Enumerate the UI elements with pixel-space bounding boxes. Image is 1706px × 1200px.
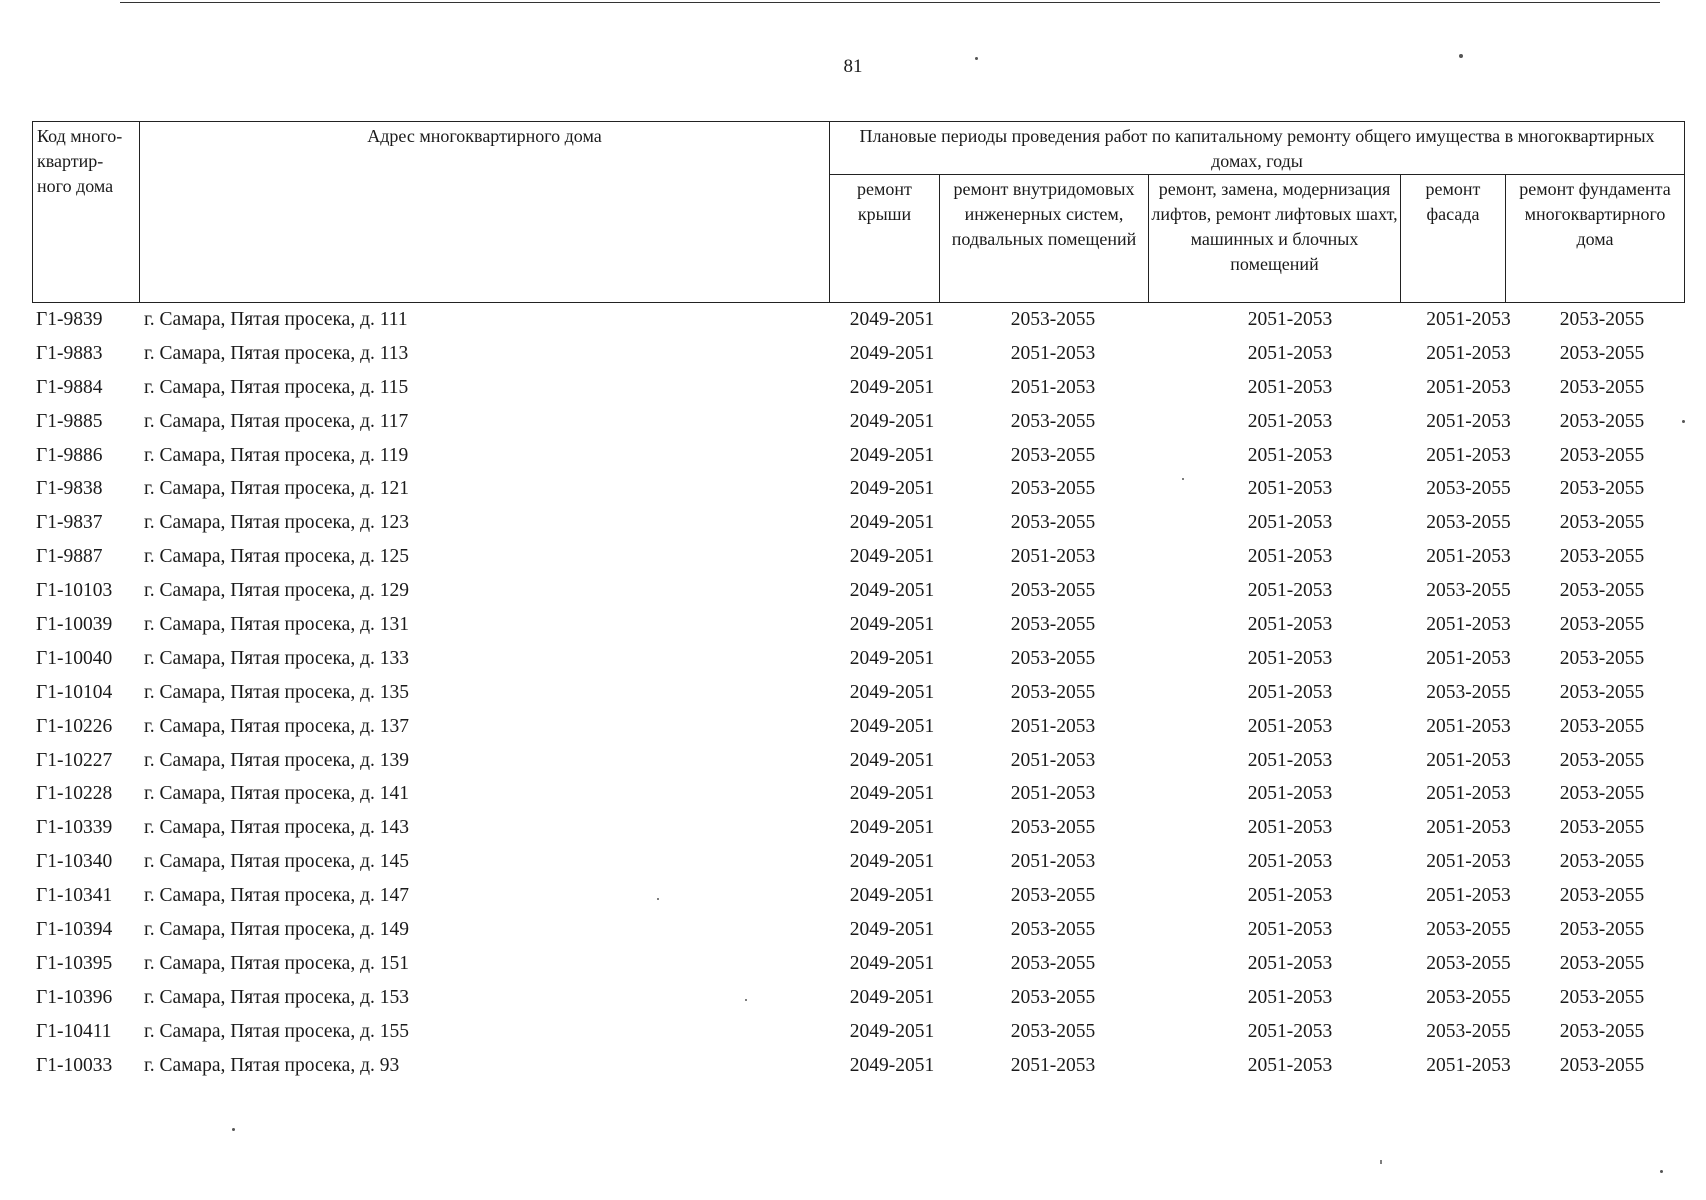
header-periods-group: Плановые периоды проведения работ по капитальному ремонту общего имущества в многоквартирных домах, годы: [830, 122, 1685, 175]
cell-systems: 2051-2053: [1010, 342, 1096, 364]
cell-code: Г1-9838: [36, 478, 103, 500]
cell-foundation: 2053-2055: [1559, 1054, 1645, 1076]
cell-systems: 2053-2055: [1010, 647, 1096, 669]
cell-systems: 2053-2055: [1010, 885, 1096, 907]
cell-address: г. Самара, Пятая просека, д. 117: [144, 410, 409, 432]
cell-roof: 2049-2051: [849, 817, 935, 839]
cell-foundation: 2053-2055: [1559, 681, 1645, 703]
cell-roof: 2049-2051: [849, 512, 935, 534]
cell-roof: 2049-2051: [849, 376, 935, 398]
cell-facade: 2051-2053: [1426, 342, 1511, 364]
cell-systems: 2051-2053: [1010, 1054, 1096, 1076]
cell-systems: 2051-2053: [1010, 546, 1096, 568]
cell-lifts: 2051-2053: [1247, 478, 1333, 500]
cell-code: Г1-10395: [36, 952, 113, 974]
cell-address: г. Самара, Пятая просека, д. 115: [144, 376, 409, 398]
cell-facade: 2053-2055: [1426, 580, 1511, 602]
table-row: [32, 1051, 1684, 1085]
cell-code: Г1-9885: [36, 410, 103, 432]
header-systems: ремонт внутридомовых инженерных систем, подвальных помещений: [940, 175, 1149, 303]
cell-address: г. Самара, Пятая просека, д. 145: [144, 851, 410, 873]
cell-systems: 2053-2055: [1010, 410, 1096, 432]
cell-foundation: 2053-2055: [1559, 851, 1645, 873]
cell-code: Г1-10341: [36, 885, 113, 907]
cell-facade: 2051-2053: [1426, 614, 1511, 636]
scan-speck: [975, 57, 978, 60]
cell-facade: 2051-2053: [1426, 1054, 1511, 1076]
cell-lifts: 2051-2053: [1247, 1054, 1333, 1076]
cell-address: г. Самара, Пятая просека, д. 133: [144, 647, 410, 669]
cell-lifts: 2051-2053: [1247, 681, 1333, 703]
cell-roof: 2049-2051: [849, 986, 935, 1008]
cell-lifts: 2051-2053: [1247, 1020, 1333, 1042]
cell-address: г. Самара, Пятая просека, д. 113: [144, 342, 409, 364]
cell-roof: 2049-2051: [849, 952, 935, 974]
cell-systems: 2051-2053: [1010, 749, 1096, 771]
cell-code: Г1-9884: [36, 376, 103, 398]
cell-address: г. Самара, Пятая просека, д. 121: [144, 478, 410, 500]
cell-foundation: 2053-2055: [1559, 952, 1645, 974]
cell-address: г. Самара, Пятая просека, д. 143: [144, 817, 410, 839]
cell-address: г. Самара, Пятая просека, д. 125: [144, 546, 410, 568]
cell-address: г. Самара, Пятая просека, д. 141: [144, 783, 410, 805]
cell-lifts: 2051-2053: [1247, 512, 1333, 534]
cell-systems: 2053-2055: [1010, 952, 1096, 974]
table-row: [32, 441, 1684, 475]
cell-roof: 2049-2051: [849, 342, 935, 364]
cell-systems: 2051-2053: [1010, 783, 1096, 805]
table-row: [32, 373, 1684, 407]
table-row: [32, 407, 1684, 441]
cell-facade: 2051-2053: [1426, 885, 1511, 907]
cell-address: г. Самара, Пятая просека, д. 135: [144, 681, 410, 703]
table-row: [32, 746, 1684, 780]
table-row: [32, 339, 1684, 373]
cell-foundation: 2053-2055: [1559, 885, 1645, 907]
table-row: [32, 983, 1684, 1017]
cell-lifts: 2051-2053: [1247, 885, 1333, 907]
cell-address: г. Самара, Пятая просека, д. 123: [144, 512, 410, 534]
cell-roof: 2049-2051: [849, 851, 935, 873]
cell-roof: 2049-2051: [849, 783, 935, 805]
cell-foundation: 2053-2055: [1559, 512, 1645, 534]
cell-code: Г1-10339: [36, 817, 113, 839]
cell-systems: 2053-2055: [1010, 512, 1096, 534]
cell-code: Г1-9839: [36, 309, 103, 330]
cell-facade: 2053-2055: [1426, 512, 1511, 534]
cell-roof: 2049-2051: [849, 309, 935, 330]
table-row: [32, 678, 1684, 712]
cell-address: г. Самара, Пятая просека, д. 119: [144, 444, 409, 466]
cell-systems: 2051-2053: [1010, 715, 1096, 737]
cell-code: Г1-10340: [36, 851, 113, 873]
cell-lifts: 2051-2053: [1247, 342, 1333, 364]
table-row: [32, 644, 1684, 678]
cell-foundation: 2053-2055: [1559, 309, 1645, 330]
cell-systems: 2051-2053: [1010, 851, 1096, 873]
cell-systems: 2053-2055: [1010, 478, 1096, 500]
cell-systems: 2053-2055: [1010, 444, 1096, 466]
cell-foundation: 2053-2055: [1559, 817, 1645, 839]
cell-address: г. Самара, Пятая просека, д. 111: [144, 309, 408, 330]
cell-roof: 2049-2051: [849, 580, 935, 602]
cell-lifts: 2051-2053: [1247, 851, 1333, 873]
table-row: [32, 881, 1684, 915]
cell-roof: 2049-2051: [849, 1020, 935, 1042]
cell-code: Г1-10040: [36, 647, 113, 669]
cell-facade: 2051-2053: [1426, 783, 1511, 805]
cell-facade: 2053-2055: [1426, 681, 1511, 703]
header-foundation: ремонт фундамента многоквартирного дома: [1506, 175, 1685, 303]
cell-foundation: 2053-2055: [1559, 749, 1645, 771]
cell-address: г. Самара, Пятая просека, д. 155: [144, 1020, 410, 1042]
table-row: [32, 576, 1684, 610]
table-header: [32, 121, 1685, 303]
scan-speck: [232, 1128, 235, 1131]
cell-systems: 2051-2053: [1010, 376, 1096, 398]
cell-facade: 2051-2053: [1426, 749, 1511, 771]
cell-foundation: 2053-2055: [1559, 614, 1645, 636]
table-row: [32, 542, 1684, 576]
cell-facade: 2051-2053: [1426, 851, 1511, 873]
cell-foundation: 2053-2055: [1559, 410, 1645, 432]
cell-foundation: 2053-2055: [1559, 783, 1645, 805]
table-row: [32, 915, 1684, 949]
cell-address: г. Самара, Пятая просека, д. 139: [144, 749, 410, 771]
cell-lifts: 2051-2053: [1247, 444, 1333, 466]
cell-roof: 2049-2051: [849, 546, 935, 568]
cell-lifts: 2051-2053: [1247, 376, 1333, 398]
cell-foundation: 2053-2055: [1559, 919, 1645, 941]
cell-foundation: 2053-2055: [1559, 376, 1645, 398]
cell-facade: 2051-2053: [1426, 444, 1511, 466]
cell-facade: 2051-2053: [1426, 376, 1511, 398]
table-body: [32, 305, 1684, 1084]
page-number: 81: [843, 56, 863, 77]
cell-roof: 2049-2051: [849, 478, 935, 500]
cell-code: Г1-10103: [36, 580, 113, 602]
cell-code: Г1-10226: [36, 715, 113, 737]
cell-foundation: 2053-2055: [1559, 986, 1645, 1008]
cell-lifts: 2051-2053: [1247, 919, 1333, 941]
cell-lifts: 2051-2053: [1247, 647, 1333, 669]
cell-address: г. Самара, Пятая просека, д. 131: [144, 614, 410, 636]
cell-address: г. Самара, Пятая просека, д. 129: [144, 580, 410, 602]
cell-address: г. Самара, Пятая просека, д. 149: [144, 919, 410, 941]
cell-address: г. Самара, Пятая просека, д. 93: [144, 1054, 400, 1076]
cell-roof: 2049-2051: [849, 919, 935, 941]
cell-facade: 2051-2053: [1426, 546, 1511, 568]
cell-systems: 2053-2055: [1010, 614, 1096, 636]
table-row: [32, 712, 1684, 746]
top-rule: [120, 2, 1660, 3]
cell-roof: 2049-2051: [849, 749, 935, 771]
cell-code: Г1-10228: [36, 783, 113, 805]
cell-roof: 2049-2051: [849, 410, 935, 432]
cell-address: г. Самара, Пятая просека, д. 137: [144, 715, 410, 737]
cell-roof: 2049-2051: [849, 715, 935, 737]
table-row: [32, 508, 1684, 542]
cell-systems: 2053-2055: [1010, 986, 1096, 1008]
cell-code: Г1-10033: [36, 1054, 113, 1076]
header-facade: ремонт фасада: [1401, 175, 1506, 303]
cell-facade: 2053-2055: [1426, 478, 1511, 500]
cell-address: г. Самара, Пятая просека, д. 147: [144, 885, 410, 907]
cell-roof: 2049-2051: [849, 885, 935, 907]
cell-systems: 2053-2055: [1010, 681, 1096, 703]
table-row: [32, 305, 1684, 339]
cell-facade: 2051-2053: [1426, 817, 1511, 839]
cell-lifts: 2051-2053: [1247, 546, 1333, 568]
cell-facade: 2051-2053: [1426, 715, 1511, 737]
table-row: [32, 474, 1684, 508]
cell-code: Г1-9837: [36, 512, 103, 534]
scan-speck: [1380, 1160, 1382, 1162]
cell-address: г. Самара, Пятая просека, д. 153: [144, 986, 410, 1008]
cell-systems: 2053-2055: [1010, 309, 1096, 330]
cell-facade: 2051-2053: [1426, 410, 1511, 432]
cell-code: Г1-10227: [36, 749, 113, 771]
cell-roof: 2049-2051: [849, 647, 935, 669]
cell-systems: 2053-2055: [1010, 919, 1096, 941]
table-row: [32, 949, 1684, 983]
table-row: [32, 1017, 1684, 1051]
cell-foundation: 2053-2055: [1559, 647, 1645, 669]
header-code: Код много-квартир-ного дома: [33, 122, 140, 303]
scan-speck: [1380, 1162, 1382, 1164]
table-row: [32, 779, 1684, 813]
cell-code: Г1-10394: [36, 919, 113, 941]
cell-systems: 2053-2055: [1010, 580, 1096, 602]
cell-foundation: 2053-2055: [1559, 1020, 1645, 1042]
cell-facade: 2051-2053: [1426, 309, 1511, 330]
table-row: [32, 610, 1684, 644]
cell-foundation: 2053-2055: [1559, 546, 1645, 568]
cell-code: Г1-10411: [36, 1020, 112, 1042]
cell-address: г. Самара, Пятая просека, д. 151: [144, 952, 410, 974]
cell-facade: 2053-2055: [1426, 1020, 1511, 1042]
cell-systems: 2053-2055: [1010, 817, 1096, 839]
cell-lifts: 2051-2053: [1247, 749, 1333, 771]
cell-roof: 2049-2051: [849, 614, 935, 636]
cell-code: Г1-10396: [36, 986, 113, 1008]
header-lifts: ремонт, замена, модернизация лифтов, ремонт лифтовых шахт, машинных и блочных помещений: [1149, 175, 1401, 303]
cell-code: Г1-9887: [36, 546, 103, 568]
scan-speck: [1459, 54, 1463, 58]
cell-code: Г1-10104: [36, 681, 113, 703]
cell-lifts: 2051-2053: [1247, 952, 1333, 974]
scan-speck: [1660, 1170, 1663, 1173]
cell-foundation: 2053-2055: [1559, 342, 1645, 364]
cell-facade: 2051-2053: [1426, 647, 1511, 669]
header-address: Адрес многоквартирного дома: [140, 122, 830, 303]
cell-lifts: 2051-2053: [1247, 783, 1333, 805]
cell-code: Г1-10039: [36, 614, 113, 636]
cell-facade: 2053-2055: [1426, 919, 1511, 941]
cell-lifts: 2051-2053: [1247, 986, 1333, 1008]
cell-lifts: 2051-2053: [1247, 410, 1333, 432]
cell-code: Г1-9886: [36, 444, 103, 466]
table-row: [32, 813, 1684, 847]
cell-lifts: 2051-2053: [1247, 715, 1333, 737]
cell-facade: 2053-2055: [1426, 952, 1511, 974]
cell-code: Г1-9883: [36, 342, 103, 364]
cell-foundation: 2053-2055: [1559, 715, 1645, 737]
cell-lifts: 2051-2053: [1247, 817, 1333, 839]
table-row: [32, 847, 1684, 881]
cell-foundation: 2053-2055: [1559, 444, 1645, 466]
cell-facade: 2053-2055: [1426, 986, 1511, 1008]
header-roof: ремонт крыши: [830, 175, 940, 303]
cell-lifts: 2051-2053: [1247, 580, 1333, 602]
cell-lifts: 2051-2053: [1247, 614, 1333, 636]
cell-roof: 2049-2051: [849, 681, 935, 703]
cell-systems: 2053-2055: [1010, 1020, 1096, 1042]
cell-lifts: 2051-2053: [1247, 309, 1333, 330]
cell-roof: 2049-2051: [849, 1054, 935, 1076]
cell-foundation: 2053-2055: [1559, 580, 1645, 602]
cell-roof: 2049-2051: [849, 444, 935, 466]
cell-foundation: 2053-2055: [1559, 478, 1645, 500]
